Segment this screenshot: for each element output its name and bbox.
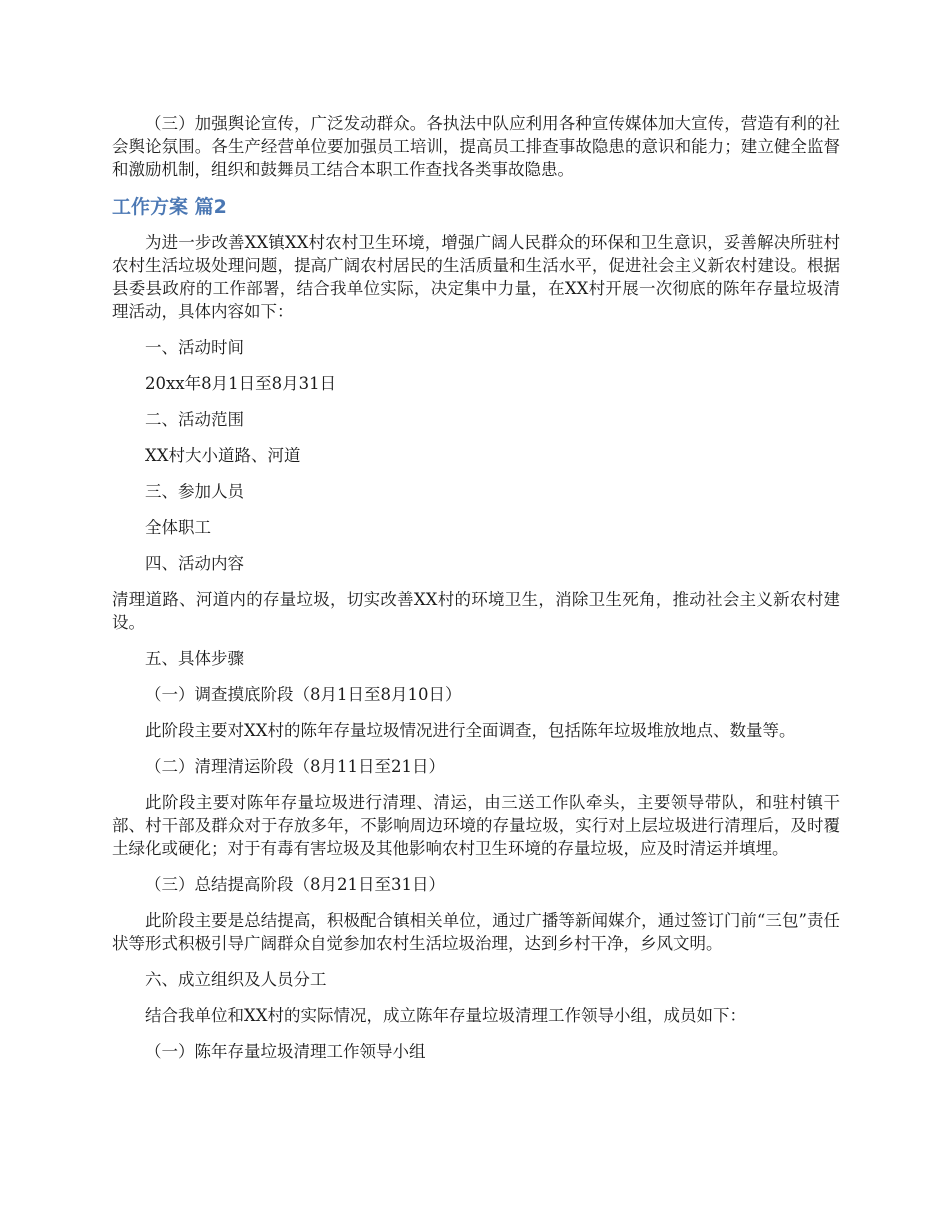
item-value-participants: 全体职工 xyxy=(145,518,211,537)
item-heading-scope: 二、活动范围 xyxy=(145,410,244,429)
item-heading-organization: 六、成立组织及人员分工 xyxy=(145,970,327,989)
paragraph-publicity: （三）加强舆论宣传，广泛发动群众。各执法中队应利用各种宣传媒体加大宣传，营造有利的社会舆论氛围。各生产经营单位要加强员工培训，提高员工排查事故隐患的意识和能力；建立健全监督和激励机制，组织和鼓舞员工结合本职工作查找各类事故隐患。 xyxy=(112,114,840,179)
section-heading: 工作方案 篇2 xyxy=(112,196,227,218)
step-heading-summary: （三）总结提高阶段（8月21日至31日） xyxy=(145,875,445,894)
step-heading-survey: （一）调查摸底阶段（8月1日至8月10日） xyxy=(145,685,462,704)
paragraph-intro: 为进一步改善XX镇XX村农村卫生环境，增强广阔人民群众的环保和卫生意识，妥善解决所驻村农村生活垃圾处理问题，提高广阔农村居民的生活质量和生活水平，促进社会主义新农村建设。根据县委县政府的工作部署，结合我单位实际，决定集中力量，在XX村开展一次彻底的陈年存量垃圾清理活动，具体内容如下： xyxy=(112,233,840,321)
step-desc-survey: 此阶段主要对XX村的陈年存量垃圾情况进行全面调查，包括陈年垃圾堆放地点、数量等。 xyxy=(145,721,796,740)
item-heading-steps: 五、具体步骤 xyxy=(145,649,244,668)
item-heading-content: 四、活动内容 xyxy=(145,554,244,573)
item-heading-time: 一、活动时间 xyxy=(145,338,244,357)
item-value-content: 清理道路、河道内的存量垃圾，切实改善XX村的环境卫生，消除卫生死角，推动社会主义新农村建设。 xyxy=(112,590,840,632)
subitem-heading-leadership: （一）陈年存量垃圾清理工作领导小组 xyxy=(145,1042,426,1061)
document-body xyxy=(112,112,840,1076)
item-desc-organization: 结合我单位和XX村的实际情况，成立陈年存量垃圾清理工作领导小组，成员如下： xyxy=(145,1006,746,1025)
item-heading-participants: 三、参加人员 xyxy=(145,482,244,501)
item-value-time: 20xx年8月1日至8月31日 xyxy=(145,374,337,393)
step-desc-summary: 此阶段主要是总结提高，积极配合镇相关单位，通过广播等新闻媒介，通过签订门前“三包”责任状等形式积极引导广阔群众自觉参加农村生活垃圾治理，达到乡村干净，乡风文明。 xyxy=(112,911,840,953)
step-heading-cleanup: （二）清理清运阶段（8月11日至21日） xyxy=(145,757,445,776)
item-value-scope: XX村大小道路、河道 xyxy=(145,446,301,465)
step-desc-cleanup: 此阶段主要对陈年存量垃圾进行清理、清运，由三送工作队牵头，主要领导带队，和驻村镇干部、村干部及群众对于存放多年，不影响周边环境的存量垃圾，实行对上层垃圾进行清理后，及时覆土绿化或硬化；对于有毒有害垃圾及其他影响农村卫生环境的存量垃圾，应及时清运并填埋。 xyxy=(112,793,840,858)
